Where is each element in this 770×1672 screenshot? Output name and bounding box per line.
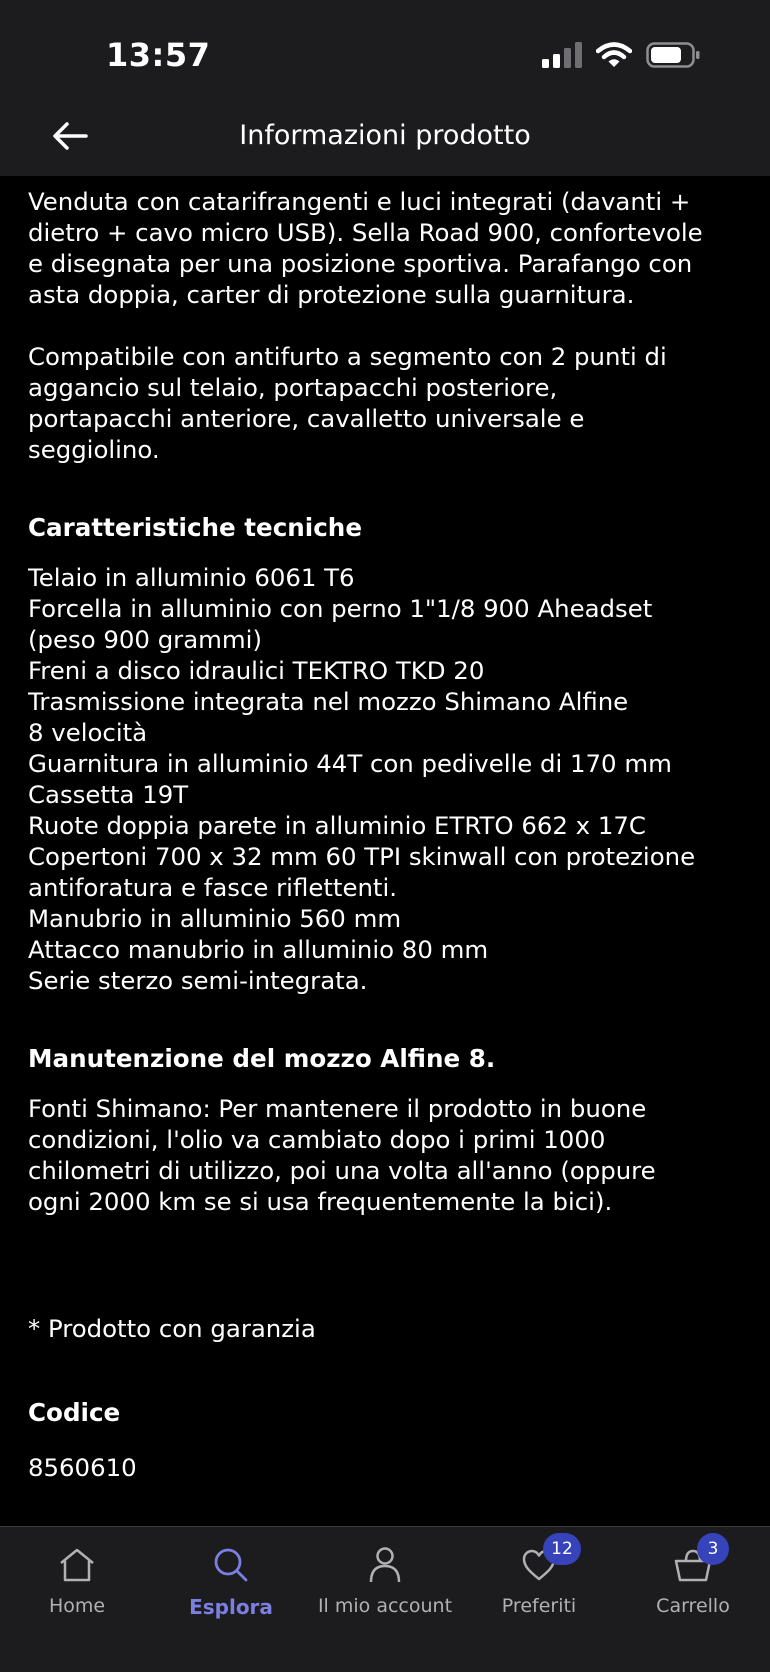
nav-account[interactable] bbox=[308, 1543, 462, 1633]
nav-home[interactable] bbox=[0, 1543, 154, 1633]
maintenance-heading: Manutenzione del mozzo Alfine 8. bbox=[28, 1044, 496, 1073]
status-icons bbox=[542, 42, 700, 72]
signal-icon bbox=[542, 42, 582, 72]
nav-label: Preferiti bbox=[501, 1595, 577, 1617]
nav-favorites[interactable] bbox=[462, 1539, 616, 1633]
nav-explore[interactable] bbox=[154, 1543, 308, 1633]
bottom-nav bbox=[0, 1526, 770, 1672]
tech-specs-heading: Caratteristiche tecniche bbox=[28, 513, 362, 542]
compatibility-paragraph: Compatibile con antifurto a segmento con 2 punti di aggancio sul telaio, portapacchi posteriore, portapacchi anteriore, cavalletto universale e seggiolino. bbox=[28, 342, 667, 464]
basket-icon bbox=[673, 1539, 719, 1587]
nav-cart[interactable] bbox=[616, 1539, 770, 1633]
page-title: Informazioni prodotto bbox=[239, 120, 531, 151]
intro-paragraph: Venduta con catarifrangenti e luci integrati (davanti + dietro + cavo micro USB). Sella Road 900, confortevole e disegnata per una posizione sportiva. Parafango con asta doppia, carter di protezione sulla guarnitura. bbox=[28, 187, 703, 309]
nav-label: Home bbox=[48, 1595, 106, 1617]
status-time: 13:57 bbox=[106, 36, 211, 74]
product-info-content[interactable] bbox=[28, 176, 748, 1526]
cart-count-badge: 3 bbox=[697, 1533, 729, 1565]
nav-label: Carrello bbox=[656, 1595, 730, 1617]
warranty-note: * Prodotto con garanzia bbox=[28, 1314, 316, 1343]
favorites-count-badge: 12 bbox=[543, 1533, 581, 1565]
search-icon bbox=[211, 1543, 251, 1587]
tech-specs-list: Telaio in alluminio 6061 T6 Forcella in alluminio con perno 1"1/8 900 Aheadset (peso 900 grammi) Freni a disco idraulici TEKTRO TKD 20 Trasmissione integrata nel mozzo Shimano Alfine 8 velocità Guarnitura in alluminio 44T con pedivelle di 170 mm Cassetta 19T Ruote doppia parete in alluminio ETRTO 662 x 17C Copertoni 700 x 32 mm 60 TPI skinwall con protezione antiforatura e fasce riflettenti. Manubrio in alluminio 560 mm Attacco manubrio in alluminio 80 mm Serie sterzo semi-integrata. bbox=[28, 563, 696, 995]
app-header bbox=[0, 100, 770, 176]
nav-label: Il mio account bbox=[317, 1595, 453, 1617]
maintenance-text: Fonti Shimano: Per mantenere il prodotto in buone condizioni, l'olio va cambiato dopo i primi 1000 chilometri di utilizzo, poi una volta all'anno (oppure ogni 2000 km se si usa frequentemente la bici). bbox=[28, 1094, 656, 1216]
product-code: 8560610 bbox=[28, 1453, 137, 1482]
status-bar bbox=[0, 0, 770, 100]
person-icon bbox=[365, 1543, 405, 1587]
wifi-icon bbox=[596, 42, 632, 72]
battery-icon bbox=[646, 42, 700, 72]
heart-icon bbox=[519, 1539, 573, 1587]
code-heading: Codice bbox=[28, 1398, 121, 1427]
home-icon bbox=[57, 1543, 97, 1587]
nav-label: Esplora bbox=[189, 1595, 273, 1619]
